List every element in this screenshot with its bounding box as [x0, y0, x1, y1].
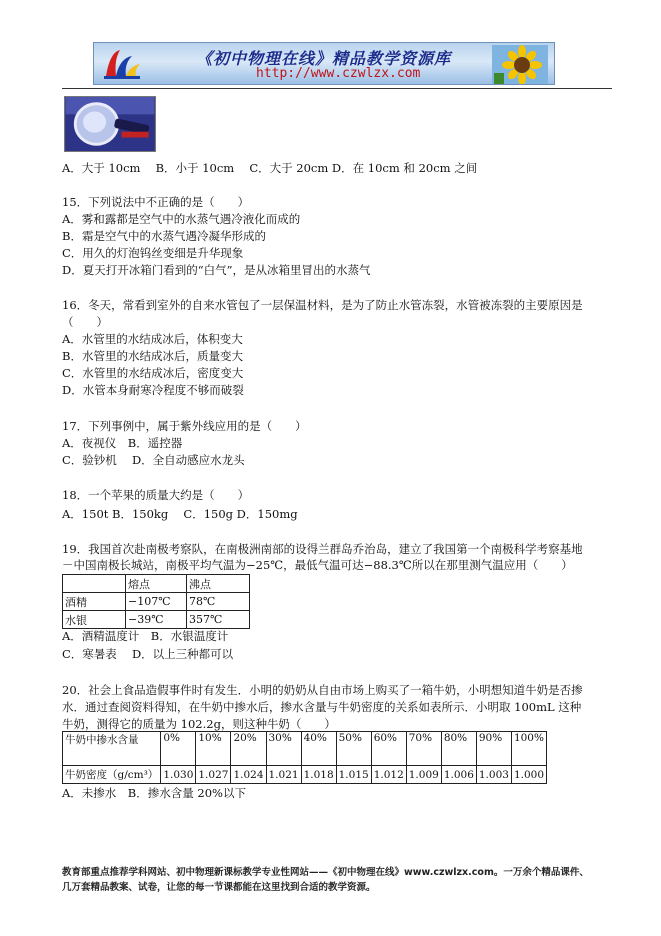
q17-options-ab: A．夜视仪 B．遥控器	[62, 436, 183, 450]
site-logo-icon	[102, 46, 142, 82]
table-cell: 1.006	[441, 766, 476, 784]
table-row-label: 牛奶密度（g/cm³）	[63, 766, 161, 784]
q19-stem-cont: －中国南极长城站，南极平均气温为−25℃，最低气温可达−88.3℃所以在那里测气温应用（ ）	[62, 558, 573, 572]
table-cell: 70%	[406, 732, 441, 766]
table-header-cell: 沸点	[187, 575, 250, 593]
q20-stem-cont2: 牛奶，测得它的质量为 102.2g，则这种牛奶（ ）	[62, 717, 336, 731]
table-cell: −39℃	[126, 611, 187, 629]
q17-options-cd: C．验钞机 D．全自动感应水龙头	[62, 453, 245, 467]
table-cell: 1.003	[476, 766, 511, 784]
table-cell: 0%	[161, 732, 196, 766]
q19-options-cd: C．寒暑表 D．以上三种都可以	[62, 647, 234, 661]
q16-stem-cont: （ ）	[62, 315, 108, 329]
q19-options-ab: A．酒精温度计 B．水银温度计	[62, 629, 229, 643]
table-cell: 30%	[266, 732, 301, 766]
q16-option-b: B．水管里的水结成冰后，质量变大	[62, 349, 243, 363]
table-header-cell: 熔点	[126, 575, 187, 593]
q15-option-d: D．夏天打开冰箱门看到的“白气”，是从冰箱里冒出的水蒸气	[62, 263, 371, 277]
table-cell: 1.030	[161, 766, 196, 784]
footer-line-1: 教育部重点推荐学科网站、初中物理新课标教学专业性网站——《初中物理在线》www.czwlzx.com。一万余个精品课件、	[62, 867, 589, 878]
q19-stem: 19．我国首次赴南极考察队，在南极洲南部的设得兰群岛乔治岛，建立了我国第一个南极科学考察基地	[62, 542, 583, 556]
q20-options: A．未掺水 B．掺水含量 20%以下	[62, 786, 246, 800]
q16-stem: 16．冬天，常看到室外的自来水管包了一层保温材料，是为了防止水管冻裂，水管被冻裂的主要原因是	[62, 298, 583, 312]
table-cell: 357℃	[187, 611, 250, 629]
table-cell: 60%	[371, 732, 406, 766]
q15-stem: 15．下列说法中不正确的是（ ）	[62, 195, 250, 209]
table-cell: 1.000	[511, 766, 546, 784]
table-cell: 1.027	[196, 766, 231, 784]
q15-option-a: A．雾和露都是空气中的水蒸气遇冷液化而成的	[62, 212, 301, 226]
table-cell: 1.009	[406, 766, 441, 784]
q18-stem: 18．一个苹果的质量大约是（ ）	[62, 488, 250, 502]
table-row	[63, 766, 547, 784]
banner-title: 《初中物理在线》精品教学资源库	[196, 49, 452, 68]
table-cell: 水银	[63, 611, 126, 629]
table-cell: 1.018	[301, 766, 336, 784]
header-divider	[62, 88, 612, 89]
q15-option-c: C．用久的灯泡钨丝变细是升华现象	[62, 246, 244, 260]
table-row	[63, 611, 250, 629]
q20-stem: 20．社会上食品造假事件时有发生．小明的奶奶从自由市场上购买了一箱牛奶，小明想知道牛奶是否掺	[62, 683, 583, 697]
table-cell: 1.012	[371, 766, 406, 784]
q15-option-b: B．霜是空气中的水蒸气遇冷凝华形成的	[62, 229, 266, 243]
table-row	[63, 732, 547, 766]
table-row	[63, 575, 250, 593]
table-cell: 80%	[441, 732, 476, 766]
sunflower-image	[492, 45, 548, 85]
table-cell: 40%	[301, 732, 336, 766]
table-cell: 1.015	[336, 766, 371, 784]
q20-stem-cont: 水．通过查阅资料得知，在牛奶中掺水后，掺水含量与牛奶密度的关系如表所示．小明取 100mL 这种	[62, 700, 582, 714]
table-cell: 10%	[196, 732, 231, 766]
header-banner[interactable]	[93, 42, 555, 85]
q16-option-a: A．水管里的水结成冰后，体积变大	[62, 332, 243, 346]
q20-table	[62, 731, 547, 784]
q16-option-c: C．水管里的水结成冰后，密度变大	[62, 366, 244, 380]
q16-option-d: D．水管本身耐寒冷程度不够而破裂	[62, 383, 244, 397]
q19-table	[62, 574, 250, 629]
table-row-label: 牛奶中掺水含量	[63, 732, 161, 766]
table-cell: 1.024	[231, 766, 266, 784]
magnifier-photo	[64, 96, 156, 152]
table-cell: 100%	[511, 732, 546, 766]
q17-stem: 17．下列事例中，属于紫外线应用的是（ ）	[62, 419, 307, 433]
footer-line-2: 几万套精品教案、试卷，让您的每一节课都能在这里找到合适的教学资源。	[62, 882, 376, 893]
q18-options: A．150t B．150kg C．150g D．150mg	[62, 507, 298, 521]
q14-options: A．大于 10cm B．小于 10cm C．大于 20cm D．在 10cm 和 20cm 之间	[62, 161, 478, 175]
table-cell: 酒精	[63, 593, 126, 611]
table-cell: 78℃	[187, 593, 250, 611]
table-cell: 50%	[336, 732, 371, 766]
banner-url[interactable]: http://www.czwlzx.com	[256, 66, 421, 81]
table-cell: 90%	[476, 732, 511, 766]
table-cell: −107℃	[126, 593, 187, 611]
table-row	[63, 593, 250, 611]
table-cell	[63, 575, 126, 593]
table-cell: 20%	[231, 732, 266, 766]
table-cell: 1.021	[266, 766, 301, 784]
